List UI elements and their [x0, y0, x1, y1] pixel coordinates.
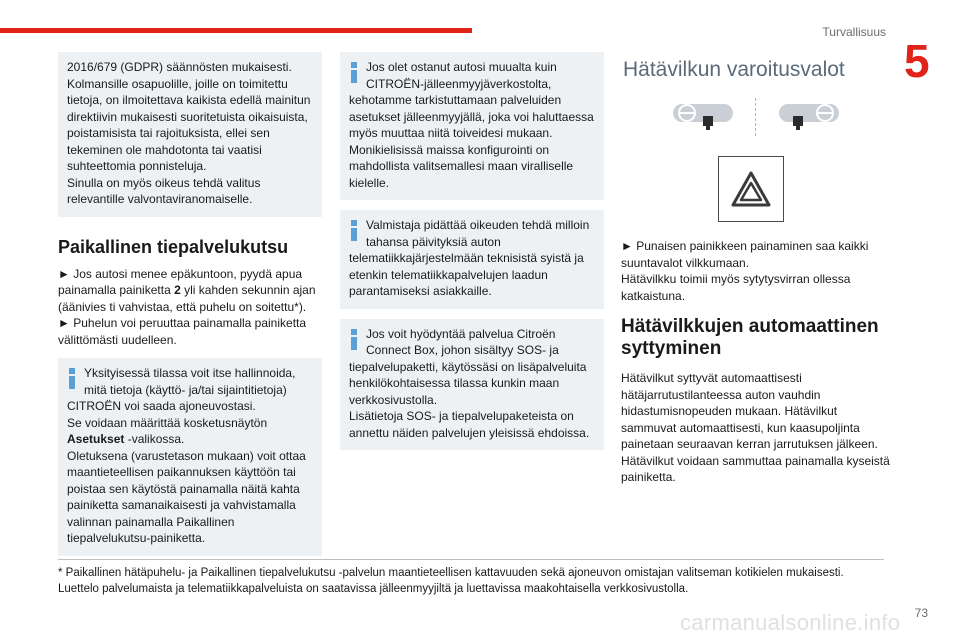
gdpr-info-box — [58, 52, 322, 217]
para-text-1: ► Jos autosi menee epäkuntoon, pyydä apua painamalla painiketta — [58, 266, 303, 297]
dashboard-illustration — [621, 98, 891, 144]
chapter-number: 5 — [904, 35, 930, 87]
local-assistance-heading: Paikallinen tiepalvelukutsu — [58, 236, 289, 257]
auto-hazard-paragraph: Hätävilkut syttyvät automaattisesti hätäjarrutustilanteessa auton vauhdin hidastumisnopeuden mukaan. Hätävilkut sammuvat automaattisesti, kun kaasupoljinta painetaan seuraavan kerran jarrutuksen jälkeen. Hätävilkut voidaan sammuttaa painamalla kyseistä painiketta. — [621, 371, 890, 484]
footnote-divider — [58, 559, 884, 560]
manufacturer-first-lines: Valmistaja pidättää oikeuden tehdä milloin tahansa päivityksiä auton — [366, 218, 590, 249]
info-icon — [349, 62, 358, 84]
info-icon — [349, 220, 358, 242]
auto-hazard-heading: Hätävilkkujen automaattinen syttyminen — [621, 316, 879, 359]
dealer-rest: kehotamme tarkistuttamaan palveluiden asetukset jälleenmyyjällä, joka voi haluttaessa myös muuttaa niitä toiveidesi mukaan. Monikielisissä maissa konfigurointi on mahdollista valitsemallesi maan viralliselle kielelle. — [349, 93, 594, 190]
illustration-divider — [755, 98, 756, 136]
section-title: Turvallisuus — [822, 25, 886, 39]
manufacturer-info-box — [340, 210, 604, 309]
hazard-triangle-icon — [731, 171, 771, 207]
connect-box-rest: tiepalvelupaketti, käytössäsi on lisäpalveluita henkilökohtaisessa tilassa kunkin maan verkkosivustolla. Lisätietoja SOS- ja tiepalvelupaketeista on annettu näiden palvelujen yleisissä ehdoissa. — [349, 359, 590, 440]
hazard-lights-paragraph: ► Punaisen painikkeen painaminen saa kaikki suuntavalot vilkkumaan. Hätävilkku toimii myös sytytysvirran ollessa katkaistuna. — [621, 239, 869, 303]
settings-menu-label: Asetukset — [67, 432, 125, 446]
info-icon — [67, 368, 76, 390]
settings-suffix: -valikossa. — [124, 432, 185, 446]
steering-wheel-icon — [621, 98, 891, 144]
connect-box-first-lines: Jos voit hyödyntää palvelua Citroën Connect Box, johon sisältyy SOS- ja — [366, 326, 559, 357]
gdpr-text: 2016/679 (GDPR) säännösten mukaisesti. Kolmansille osapuolille, joille on toimitettu tietoja, on ilmoitettava kaikista edellä mainitun direktiivin mukaisesti suoritetuista oikaisuista, poistamisista tai rajoituksista, ellei sen tekeminen ole mahdotonta tai vaatisi suhteettomia ponnisteluja. Sinulla on myös oikeus tehdä valitus relevantille valvontaviranomaiselle. — [67, 60, 311, 206]
button-number: 2 — [174, 283, 181, 297]
column-3 — [621, 52, 891, 496]
para-text-2: yli kahden sekunnin ajan (äänivies ti vahvistaa, että puhelu on soitettu*). ► Puhelun voi peruuttaa painamalla painiketta välittömästi uudelleen. — [58, 283, 316, 347]
privacy-info-box — [58, 358, 322, 556]
column-2 — [340, 52, 604, 460]
footnote: * Paikallinen hätäpuhelu- ja Paikallinen tiepalvelukutsu -palvelun maantieteellisen kattavuuden sekä ajoneuvon omistajan valitseman kotikielen mukaisesti. Luettelo palvelumaista ja telematiikkapalveluista on saatavissa jälleenmyyjiltä ja luettavissa maakohtaisella verkkosivustolla. — [58, 567, 844, 595]
hazard-button-illustration — [718, 156, 784, 222]
dealer-first-lines: Jos olet ostanut autosi muualta kuin CITROËN-jälleenmyyjäverkostolta, — [366, 60, 557, 91]
local-assistance-paragraph — [58, 266, 322, 349]
watermark: carmanualsonline.info — [680, 610, 901, 635]
page-number: 73 — [914, 606, 928, 620]
connect-box-info-box — [340, 319, 604, 451]
privacy-first-lines: Yksityisessä tilassa voit itse hallinnoida, mitä tietoja (käyttö- ja/tai sijaintitietoja) — [84, 366, 296, 397]
privacy-rest: Oletuksena (varustetason mukaan) voit ottaa maantieteellisen paikannuksen käyttöön tai poistaa sen käytöstä painamalla näitä kahta painiketta samanaikaisesti ja vahvistamalla valinnan painamalla Paikallinen tiepalvelukutsu-painiketta. — [67, 448, 306, 545]
settings-line — [67, 431, 313, 448]
hazard-lights-heading: Hätävilkun varoitusvalot — [623, 58, 845, 81]
top-accent-bar — [0, 28, 472, 33]
manufacturer-rest: telematiikkajärjestelmään teknisistä syistä ja etenkin telematiikkapalvelujen laadun parantamiseksi asiakkaille. — [349, 251, 584, 298]
column-1 — [58, 52, 322, 566]
dealer-info-box — [340, 52, 604, 200]
privacy-mid: CITROËN voi saada ajoneuvostasi. Se voidaan määrittää kosketusnäytön — [67, 399, 268, 430]
info-icon — [349, 329, 358, 351]
